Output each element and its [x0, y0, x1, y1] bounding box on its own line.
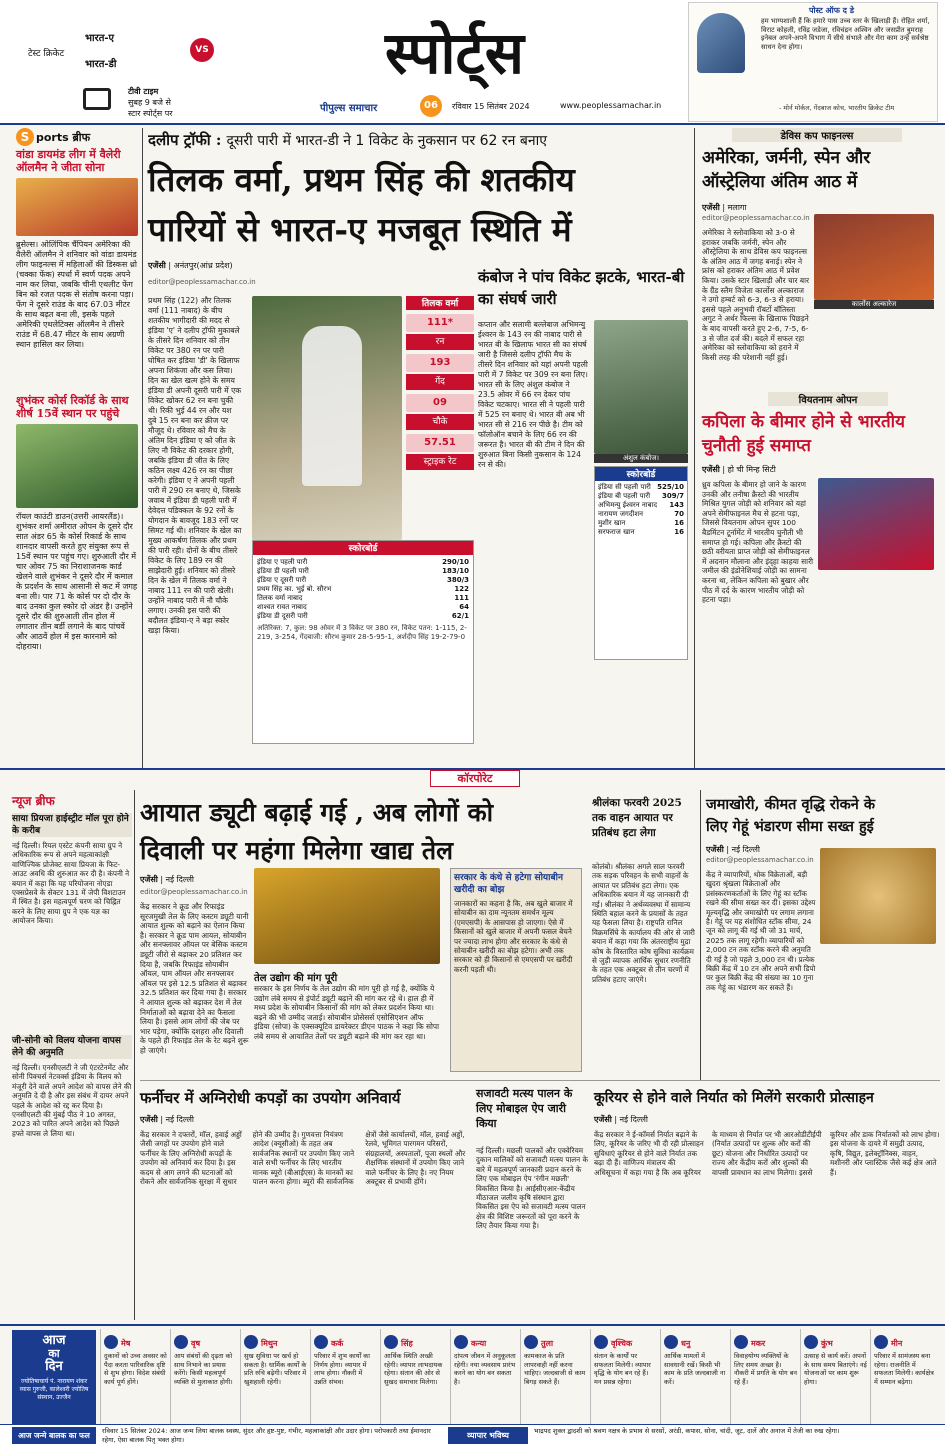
score-value: 290/10: [442, 558, 469, 566]
corporate-label: कॉरपोरेट: [430, 770, 520, 787]
oil-body-2: सरकार के इस निर्णय के तेल उद्योग की मांग पूरी हो गई है, क्योंकि ये उद्योग लंबे समय से इंपोर्ट ड्यूटी बढ़ाने की मांग कर रहे थे। हाल ही में मध्य प्रदेश के सोयाबीन किसानों की मांग को लेकर प्रदर्शन किया था। बढ़ने की भी उम्मीद जताई। सोयाबीन प्रोसेसर्स एसोसिएशन ऑफ इंडिया (सोपा) के एक्सक्यूटिव डायरेक्टर डीएन पाठक ने कहा कि सोपा लंबे समय से आयातित तेलों पर ड्यूटी बढ़ाने की मांग कर रहा था।: [254, 984, 440, 1041]
wheat-body: केंद्र ने व्यापारियों, थोक विक्रेताओं, बड़ी खुदरा श्रृंखला विक्रेताओं और प्रसंस्करणकर्ताओं के लिए गेहूं का स्टॉक रखने की सीमा सख्त कर दी। इसका उद्देश्य मूल्यवृद्धि और जमाखोरी पर लगाम लगाना है। गेहूं पर यह संशोधित स्टॉक सीमा, 24 जून को लागू की गई थी जो 31 मार्च, 2025 तक लागू रहेगी। व्यापारियों को 2,000 टन तक स्टॉक करने की अनुमति दी गई है जो पहले 3,000 टन थी। प्रत्येक बिक्री केंद्र में 10 टन और अपने सभी डिपो पर कुल बिक्री केंद्र की संख्या का 10 गुना तक गेहूं का भंडारण कर सकते हैं।: [706, 870, 816, 992]
horoscope-title-3: दिन: [45, 1359, 63, 1374]
davis-place: मलागा: [727, 203, 747, 212]
score-value: 70: [674, 510, 684, 518]
rashi-item: [310, 1329, 380, 1425]
wheat-place: नई दिल्ली: [731, 845, 760, 854]
kamboj-caption: अंशुल कंबोज।: [594, 454, 688, 463]
sub-body: कप्तान और सलामी बल्लेबाज अभिमन्यु ईश्वरन के 143 रन की नाबाद पारी से भारत बी के खिलाफ भारत सी का संघर्ष जारी है जिससे दलीप ट्रॉफी मैच के तीसरे दिन शनिवार को यहां अपनी पहली पारी में 7 विकेट पर 309 रन बना लिए। भारत सी के लिए अंशुल कंबोज ने 23.5 ओवर में 66 रन देकर पांच विकेट चटकाए। भारत सी ने पहली पारी में 525 रन बनाए थे। भारत बी अब भी भारत सी से 216 रन पीछे है। टीम को फॉलोऑन बचाने के लिए 66 रन की जरूरत है। भारत बी की टीम ने दिन की शुरुआत बिना किसी नुकसान के 124 रन से की।: [478, 320, 588, 469]
score-row: [257, 603, 469, 612]
score-row: [257, 576, 469, 585]
davis-label: डेविस कप फाइनल्स: [732, 128, 902, 142]
score-value: 525/10: [657, 483, 684, 491]
score-team: प्रथम सिंह का. भुई बो. सौरभ: [257, 585, 332, 593]
rashi-item: [520, 1329, 590, 1425]
fish-headline: सजावटी मत्स्य पालन के लिए मोबाइल ऐप जारी किया: [476, 1087, 573, 1130]
rashi-text: दुकानों को उच्च अवसर को पैदा करता पारिवारिक दृष्टि से शुभ होगा। विदेश संबंधी कार्य पूर्ण होंगे।: [104, 1352, 167, 1386]
davis-email: editor@peoplessamachar.co.in: [702, 214, 810, 222]
rashi-name: सिंह: [401, 1339, 413, 1348]
trade-forecast-text: भाद्रपद शुक्ल द्वादशी को श्रवण नक्षत्र के प्रभाव से सरसों, अरंडी, कपास, सोना, चांदी, जूट, दालें और अनाज में तेजी का रुख रहेगा।: [534, 1427, 840, 1435]
zodiac-icon: [734, 1335, 748, 1349]
score-row: [598, 501, 684, 510]
lead-deck-text: दूसरी पारी में भारत-डी ने 1 विकेट के नुकसान पर 62 रन बनाए: [226, 133, 547, 149]
wheat-photo: [820, 848, 936, 944]
fish-body: नई दिल्ली। मछली पालकों और एक्वेरियम दुकान मालिकों को सजावटी मत्स्य पालन के बारे में महत्वपूर्ण जानकारी प्रदान करने के लिए एक मोबाइल ऐप 'रंगीन मछली' विकसित किया है। आईसीएआर-केंद्रीय मीठाजल जलीय कृषि संस्थान द्वारा विकसित इस ऐप को सजावटी मत्स्य पालन क्षेत्र की विशिष्ट जरूरतों को पूरा करने के लिए तैयार किया गया है।: [476, 1146, 588, 1231]
rashi-item: [800, 1329, 870, 1425]
horoscope-title-2: का: [48, 1347, 60, 1360]
brief-1-head: साया प्रियजा हाईस्ट्रीट मॉल पूरा होने के करीब: [12, 813, 132, 837]
rashi-text: दांपत्य जीवन में अनुकूलता रहेगी। नया व्यवसाय प्रारंभ करने का योग बन सकता है।: [454, 1352, 516, 1386]
courier-body: केंद्र सरकार ने ई-कॉमर्स निर्यात बढ़ाने के लिए, कूरियर के जरिए भी दी रही प्रोत्साहन सुविधाएं कूरियर से होने वाले निर्यात तक बढ़ा दी हैं। वाणिज्य मंत्रालय की अधिसूचना में कहा गया है कि अब कूरियर के माध्यम से निर्यात पर भी आरओडीटीईपी (निर्यात उत्पादों पर शुल्क और करों की छूट) योजना और निर्धारित उत्पादों पर राज्य और केंद्रीय करों और शुल्कों की वापसी प्रावधान का लाभ मिलेगा। इससे कूरियर और डाक निर्यातकों को लाभ होगा। इस योजना के दायरे में समुद्री उत्पाद, कृषि, विद्युत, इलेक्ट्रॉनिक्स, वाहन, मशीनरी और प्लास्टिक जैसे कई क्षेत्र आते हैं।: [594, 1130, 940, 1177]
zodiac-icon: [314, 1335, 328, 1349]
brief-text-1: ब्रुसेल्स। ओलिंपिक चैंपियन अमेरिका की वैलेरी ऑलमैन ने शनिवार को वांडा डायमंड लीग फाइनल्स में महिलाओं की डिस्कस थ्रो (चक्का फेंक) स्पर्धा में स्वर्ण पदक अपने नाम कर लिया, जबकि चीनी एथलीट फेंग बिन को रजत पदक से संतोष करना पड़ा। फेंग ने दूसरे राउंड के बाद 67.03 मीटर के साथ बढ़त बना ली, इसके पहले अमेरिकी एथलेटिक्स ऑलमैन ने तीसरे राउंड में 68.47 मीटर के साथ अग्रणी स्थान हासिल कर लिया।: [16, 240, 137, 349]
masthead: [0, 0, 945, 125]
rashi-item: [730, 1329, 800, 1425]
vietnam-label: वियतनाम ओपन: [768, 392, 888, 406]
stat-value: 111*: [406, 314, 474, 332]
vietnam-agency: एजेंसी: [702, 465, 720, 474]
stat-player: तिलक वर्मा: [406, 296, 474, 310]
wheat-email: editor@peoplessamachar.co.in: [706, 856, 814, 864]
wheat-divider: [700, 790, 701, 1080]
born-today-label: आज जन्मे बालक का फल: [12, 1427, 96, 1444]
stat-label: स्ट्राइक रेट: [406, 454, 474, 470]
score-row: [257, 612, 469, 621]
zodiac-icon: [384, 1335, 398, 1349]
rashi-name: कन्या: [471, 1339, 487, 1348]
score-team: सरफराज खान: [598, 528, 635, 536]
rashi-text: उत्साह से कार्य करें। अपनों के साथ समय बिताएंगे। नई योजनाओं पर काम शुरू होगा।: [804, 1352, 867, 1386]
zodiac-icon: [174, 1335, 188, 1349]
rashi-item: [380, 1329, 450, 1425]
vietnam-headline: कपिला के बीमार होने से भारतीय चुनौती हुई समाप्त: [702, 412, 905, 456]
vietnam-place: हो ची मिन्ह सिटी: [727, 465, 776, 474]
rashi-text: आर्थिक स्थिति अच्छी रहेगी। व्यापार लाभदायक रहेगा। संतान की ओर से सुखद समाचार मिलेगा।: [384, 1352, 443, 1386]
furniture-agency: एजेंसी: [140, 1115, 158, 1124]
score-value: 62/1: [451, 612, 469, 620]
zodiac-icon: [524, 1335, 538, 1349]
zodiac-icon: [664, 1335, 678, 1349]
brief-headline-2: शुभंकर कोर्स रिकॉर्ड के साथ शीर्ष 15वें स्थान पर पहुंचे: [16, 394, 129, 420]
sports-brief-column: [16, 128, 138, 768]
score-team: इंडिया बी पहली पारी: [598, 492, 651, 500]
cricketer-photo: [252, 296, 402, 540]
news-brief-column: [12, 792, 132, 1303]
score-lines: [253, 555, 473, 624]
score-value: 16: [674, 519, 684, 527]
stat-label: रन: [406, 334, 474, 350]
brief-2-body: नई दिल्ली। एनसीएलटी ने जी एंटरटेनमेंट और सोनी पिक्चर्स नेटवर्क्स इंडिया के विलय को मंजूरी देने वाले अपने आदेश को वापस लेने की अनुमति दे दी है और इस संबंध में दायर अपने पहले के आदेश को रद्द कर दिया है। एनसीएलटी की मुंबई पीठ ने 10 अगस्त, 2023 को पारित अपने आदेश को पिछले हफ्ते वापस ले लिया था।: [12, 1063, 132, 1138]
zodiac-icon: [454, 1335, 468, 1349]
right-divider: [694, 128, 695, 768]
stat-value: 193: [406, 354, 474, 372]
lead-body: प्रथम सिंह (122) और तिलक वर्मा (111 नाबाद) के बीच शतकीय भागीदारी की मदद से इंडिया 'ए' ने दलीप ट्रॉफी मुकाबले के तीसरे दिन शनिवार को तीन विकेट पर 380 रन पर पारी घोषित कर इंडिया 'डी' के खिलाफ अपना शिकंजा और कस लिया। दिन का खेल खत्म होने के समय इंडिया डी अपनी दूसरी पारी में एक विकेट खोकर 62 रन बना चुकी थी। रिकी भुई 44 रन और यश दुबे 15 रन बना कर क्रीज पर मौजूद थे। रविवार को मैच के अंतिम दिन इंडिया ए को जीत के लिए नौ विकेट की दरकार होगी, जबकि इंडिया डी जीत के लिए कठिन लक्ष्य 426 रन का पीछा करेगी। इंडिया ए ने अपनी पहली पारी में 290 रन बनाए थे, जिसके जवाब में इंडिया डी पहली पारी में देवेदत्त पडिक्कल के 92 रनों के योगदान के बावजूद 183 रनों पर सिमट गई थी। शनिवार के खेल का मुख्य आकर्षण तिलक और प्रथम की पारी रही। दोनों के बीच तीसरे विकेट के लिए 189 रन की साझेदारी हुई। शनिवार को तीसरे दिन के खेल में तिलक वर्मा ने नाबाद 111 रन की पारी खेली। उन्होंने नाबाद पारी में नौ चौके लगाए। उनकी इस पारी की बदौलत इंडिया-ए ने बड़ा स्कोर खड़ा किया।: [148, 296, 242, 635]
zodiac-icon: [874, 1335, 888, 1349]
match-label: टेस्ट क्रिकेट: [28, 49, 65, 59]
soybean-head: सरकार के कंधे से हटेगा सोयाबीन खरीदी का बोझ: [454, 873, 563, 895]
brief-text-2: रॉयल काउंटी डाउन(उत्तरी आयरलैंड)। शुभंकर शर्मा अमीरात ओपन के दूसरे दौर सात अंडर 65 के कोर्स रिकार्ड के साथ शानदार वापसी करते हुए संयुक्त रूप से 15वें स्थान पर पहुंच गए। शुरुआती दौर में चार ओवर 75 का निराशाजनक कार्ड खेलने वाले शुभंकर ने दूसरे दौर में कमाल के प्रदर्शन के साथ आसानी से कट में जगह बना ली। पार 71 के कोर्स पर दो दौर के बाद उनका कुल स्कोर दो अंडर है। उन्होंने दूसरे दौर की शुरुआती तीन होल में लगातार तीन बर्डी लगाने के बाद पांचवें और आठवें होल में इस कारनामे को दोहराया।: [16, 512, 138, 651]
rashi-text: संतान के कार्यों पर सफलता मिलेगी। व्यापार वृद्धि के योग बन रहे हैं। मन प्रसन्न रहेगा।: [594, 1352, 651, 1386]
rashi-name: मकर: [751, 1339, 766, 1348]
born-today-text: रविवार 15 सितंबर 2024: आज जन्म लिया बालक स्वस्थ, सुंदर और हृष्ट-पुष्ट, गंभीर, महत्वाकांक्षी और उदार होगा। परोपकारी तथा ईमानदार रहेगा, ऐसा बालक पितृ भक्त होगा।: [102, 1427, 431, 1444]
score-value: 380/3: [446, 576, 469, 584]
score-row: [257, 585, 469, 594]
sub-scoreboard-title: स्कोरबोर्ड: [595, 467, 687, 481]
score-value: 122: [454, 585, 469, 593]
lead-headline-2: पारियों से भारत-ए मजबूत स्थिति में: [148, 210, 572, 249]
lead-place: अनंतपुर(आंध्र प्रदेश): [173, 261, 233, 270]
issue-date: रविवार 15 सितंबर 2024: [452, 102, 530, 111]
lead-agency: एजेंसी: [148, 261, 166, 270]
tv-channel: स्टार स्पोर्ट्स पर: [128, 109, 173, 118]
lead-byline: एजेंसी | अनंतपुर(आंध्र प्रदेश): [148, 261, 233, 270]
row-rule: [140, 1080, 940, 1081]
stat-label: गेंद: [406, 374, 474, 390]
oil-place: नई दिल्ली: [165, 875, 194, 884]
corp-divider: [134, 790, 135, 1320]
rashi-name: कर्क: [331, 1339, 344, 1348]
rashi-name: तुला: [541, 1339, 554, 1348]
davis-agency: एजेंसी: [702, 203, 720, 212]
stat-value: 09: [406, 394, 474, 412]
s-logo: S: [16, 128, 34, 146]
oil-photo: [254, 868, 440, 964]
score-team: इंडिया ए दूसरी पारी: [257, 576, 307, 584]
alcaraz-caption: कार्लोस अल्कारेज: [814, 300, 934, 309]
oil-headline-2: दिवाली पर महंगा मिलेगा खाद्य तेल: [140, 836, 454, 865]
news-brief-label: न्यूज ब्रीफ: [12, 794, 55, 808]
stat-value: 57.51: [406, 434, 474, 452]
lanka-headline: श्रीलंका फरवरी 2025 तक वाहन आयात पर प्रतिबंध हटा लेगा: [592, 797, 682, 839]
score-row: [598, 519, 684, 528]
score-team: इंडिया डी पहली पारी: [257, 567, 309, 575]
oil-email: editor@peoplessamachar.co.in: [140, 888, 248, 896]
courier-agency: एजेंसी: [594, 1115, 612, 1124]
golfer-photo: [16, 424, 138, 508]
post-author: - मोर्न मोर्कल, गेंदबाज कोच, भारतीय क्रिकेट टीम: [779, 104, 895, 112]
oil-agency: एजेंसी: [140, 875, 158, 884]
brief-headline-1: वांडा डायमंड लीग में वैलेरी ऑलमैन ने जीता सोना: [16, 148, 121, 174]
rashi-text: आर्थिक मामलों में सावधानी रखें। किसी भी काम के प्रति जल्दबाजी ना करें।: [664, 1352, 726, 1386]
courier-byline: एजेंसी | नई दिल्ली: [594, 1115, 648, 1124]
wheat-headline-2: लिए गेहूं भंडारण सीमा सख्त हुई: [706, 818, 874, 835]
brief-label: ports ब्रीफ: [36, 130, 91, 144]
team-b: भारत-डी: [85, 59, 117, 70]
rashi-item: [240, 1329, 310, 1425]
score-team: नारायण जगदीशन: [598, 510, 644, 518]
furniture-headline: फर्नीचर में अग्निरोधी कपड़ों का उपयोग अनिवार्य: [140, 1089, 401, 1107]
astrologer-name: ज्योतिषाचार्य पं. नारायण शंकर व्यास गुरुजी, कालेश्वरी ज्योतिष संस्थान, उज्जैन: [19, 1378, 89, 1401]
score-row: [598, 483, 684, 492]
wheat-headline-1: जमाखोरी, कीमत वृद्धि रोकने के: [706, 796, 875, 813]
lead-headline-1: तिलक वर्मा, प्रथम सिंह की शतकीय: [148, 160, 575, 199]
score-team: तिलक वर्मा नाबाद: [257, 594, 303, 602]
score-row: [257, 567, 469, 576]
rashi-name: मेष: [121, 1339, 131, 1348]
website-link[interactable]: www.peoplessamachar.in: [560, 101, 662, 110]
player-figure: [302, 326, 362, 486]
soybean-box: [450, 868, 582, 1072]
post-label: पोस्ट ऑफ द डे: [809, 6, 854, 15]
score-team: मुशीर खान: [598, 519, 626, 527]
rashi-name: कुंभ: [821, 1339, 833, 1348]
wheat-byline: एजेंसी | नई दिल्ली: [706, 845, 760, 854]
stat-list: [406, 314, 474, 470]
furniture-byline: एजेंसी | नई दिल्ली: [140, 1115, 194, 1124]
rashi-text: परिवार में सामंजस्य बना रहेगा। राजनीति में सफलता मिलेगी। कार्यक्षेत्र में सम्मान बढ़ेगा।: [874, 1352, 934, 1386]
oil-byline: एजेंसी | नई दिल्ली: [140, 875, 194, 884]
post-text: हम भाग्यशाली हैं कि हमारे पास उच्च स्तर के खिलाड़ी हैं। रोहित शर्मा, विराट कोहली, रविंद्र जडेजा, रविचंद्रन अश्विन और जसप्रीत बुमराह इनेबल अपने-अपने विभाग में सीधे संभाले और मेरा काम उन्हें सर्वश्रेष्ठ साधन देना होगा।: [761, 17, 930, 51]
rashi-item: [450, 1329, 520, 1425]
zodiac-icon: [244, 1335, 258, 1349]
stat-panel: [406, 296, 474, 540]
brief-1-body: नई दिल्ली। रियल एस्टेट कंपनी साया ग्रुप ने अधिकारिक रूप से अपने महत्वाकांक्षी वाणिज्यिक प्रोजेक्ट साया प्रियजा के फिट-आउट अवधि की शुरुआत कर दी है। कंपनी ने बयान में कहा कि यह परियोजना नोएडा एक्सप्रेसवे के सेक्टर 131 में जेपी विशटाउन में स्थित है। इस महत्वपूर्ण चरण को चिह्नित करने के लिए साया ग्रुप ने एक यज्ञ का आयोजन किया।: [12, 841, 130, 926]
score-row: [257, 558, 469, 567]
rashi-name: वृश्चिक: [611, 1339, 633, 1348]
score-value: 64: [459, 603, 469, 611]
wheat-agency: एजेंसी: [706, 845, 724, 854]
score-value: 183/10: [442, 567, 469, 575]
courier-place: नई दिल्ली: [619, 1115, 648, 1124]
post-of-day-box: [688, 2, 938, 122]
paper-name: पीपुल्स समाचार: [320, 103, 378, 114]
lead-email: editor@peoplessamachar.co.in: [148, 278, 256, 286]
oil-subhead: तेल उद्योग की मांग पूरी: [254, 973, 338, 984]
rashi-item: [870, 1329, 940, 1425]
scoreboard-title: स्कोरबोर्ड: [253, 541, 473, 555]
sub-headline: कंबोज ने पांच विकेट झटके, भारत-बी का संघर्ष जारी: [478, 268, 685, 308]
zodiac-icon: [104, 1335, 118, 1349]
trade-forecast-label: व्यापार भविष्य: [448, 1427, 528, 1444]
score-team: शाश्वत रावत नाबाद: [257, 603, 307, 611]
furniture-body: केंद्र सरकार ने दफ्तरों, मॉल, हवाई अड्डों जैसी जगहों पर उपयोग होने वाले फर्नीचर के लिए अग्निरोधी कपड़ों के उपयोग को अनिवार्य कर दिया है। इस कदम से आग लगने की घटनाओं को रोकने और सार्वजनिक सुरक्षा में सुधार होने की उम्मीद है। गुणवत्ता नियंत्रण आदेश (क्यूसीओ) के तहत अब सार्वजनिक स्थानों पर उपयोग किए जाने वाले सभी फर्नीचर के लिए भारतीय मानक ब्यूरो (बीआईएस) के मानकों का पालन करना होगा। ब्यूरो की सार्वजनिक क्षेत्रों जैसे कार्यालयों, मॉल, हवाई अड्डों, रेलवे, भूमिगत पारगमन परिसरों, संग्रहालयों, अस्पतालों, पूजा स्थलों और शैक्षणिक संस्थानों में उपयोग किए जाने वाले फर्नीचर के लिए है। नए नियम अक्टूबर से प्रभावी होंगे।: [140, 1130, 466, 1187]
rashi-text: कामकाज के प्रति लापरवाही नहीं करना चाहिए। जल्दबाजी से काम बिगड़ सकते हैं।: [524, 1352, 586, 1386]
coach-photo: [697, 13, 745, 73]
score-value: 16: [674, 528, 684, 536]
rashi-item: [590, 1329, 660, 1425]
rashi-text: सुख सुविधा पर खर्च हो सकता है। धार्मिक कार्यों के प्रति रुचि बढ़ेगी। परिवार में खुशहाली रहेगी।: [244, 1352, 307, 1386]
score-team: इंडिया ए पहली पारी: [257, 558, 308, 566]
footer-bar: [0, 1424, 945, 1445]
lead-kicker: दलीप ट्रॉफी :: [148, 131, 222, 149]
rashi-text: विवाहयोग्य व्यक्तियों के लिए समय अच्छा है। नौकरी में प्रगति के योग बन रहे हैं।: [734, 1352, 798, 1386]
kamboj-photo: [594, 320, 688, 454]
score-row: [598, 492, 684, 501]
section-title: स्पोर्ट्स: [385, 19, 524, 87]
furniture-place: नई दिल्ली: [165, 1115, 194, 1124]
oil-headline-1: आयात ड्यूटी बढ़ाई गई , अब लोगों को: [140, 798, 494, 827]
rashi-item: [660, 1329, 730, 1425]
alcaraz-photo: [814, 214, 934, 300]
horoscope-rule: [0, 1324, 945, 1326]
rashi-name: मिथुन: [261, 1339, 278, 1348]
davis-body: अमेरिका ने स्लोवाकिया को 3-0 से हराकर जबकि जर्मनी, स्पेन और ऑस्ट्रेलिया के साथ डेविस कप फाइनल्स के अंतिम आठ में जगह बनाई। स्पेन ने फ्रांस को हराकर अंतिम आठ में प्रवेश किया। उसके स्टार खिलाड़ी और चार बार के ग्रैंड स्लैम विजेता कार्लोस अल्काराज ने उगो हम्बर्ट को 6-3, 6-3 से हराया। इससे पहले अनुभवी रॉबर्टो बॉतिस्ता अगुट ने अर्थर फिल्स के खिलाफ पिछड़ने के बाद वापसी करते हुए 2-6, 7-5, 6-3 से जीत दर्ज की। बदले में सफल रहा अमेरिका को स्लोवाकिया को हराने में किसी तरह की परेशानी नहीं हुई।: [702, 228, 810, 362]
brief-2-head: जी-सोनी को विलय योजना वापस लेने की अनुमति: [12, 1035, 132, 1059]
score-row: [598, 528, 684, 537]
horoscope-title-1: आज: [42, 1333, 66, 1348]
sub-score-lines: [595, 481, 687, 539]
zodiac-icon: [594, 1335, 608, 1349]
aaj-ka-din-box: [12, 1330, 96, 1424]
stat-label: चौके: [406, 414, 474, 430]
score-row: [598, 510, 684, 519]
oil-body: केंद्र सरकार ने क्रूड और रिफाइंड सूरजमुखी तेल के लिए कस्टम ड्यूटी यानी आयात शुल्क को बढ़ाने का ऐलान किया है। सरकार ने क्रूड पाम आयल, सोयाबीन और सनफ्लावर ऑयल पर बेसिक कस्टम ड्यूटी जीरो से बढ़ाकर 20 प्रतिशत कर दिया है, जबकि रिफाइंड सोयाबीन ऑयल, पाम ऑयल और सनफ्लावर ऑयल पर इसे 12.5 प्रतिशत से बढ़ाकर 32.5 प्रतिशत कर दिया गया है। सरकार ने आयात शुल्क को बढ़ाकर देश में तेल निर्माताओं को बढ़ावा देने का फैसला लिया है। इससे आम लोगों की जेब पर भार पड़ेगा, क्योंकि दशहरा और दिवाली के पहले ही रिफाइंड तेल के रेट बढ़ने शुरू हो जाएंगे।: [140, 902, 249, 1055]
rashi-text: परिवार में शुभ कार्यों का निर्णय होगा। व्यापार में लाभ होगा। नौकरी में उन्नति संभव।: [314, 1352, 370, 1386]
score-team: इंडिया डी दूसरी पारी: [257, 612, 308, 620]
athlete-photo: [16, 178, 138, 236]
rashi-name: धनु: [681, 1339, 691, 1348]
soybean-body: जानकारों का कहना है कि, अब खुले बाजार में सोयाबीन का दाम न्यूनतम समर्थन मूल्य (एमएसपी) के आसपास हो जाएगा। ऐसे में किसानों को खुले बाजार में अपनी फसल बेचने पर ज्यादा लाभ होगा और सरकार के कंधे से सोयाबीन खरीदी का बोझ हटेगा। अभी तक सरकार को ही किसानों से एमएसपी पर खरीदी करनी पड़ती थी।: [454, 899, 573, 974]
lead-deck: [148, 130, 688, 152]
score-value: 143: [669, 501, 684, 509]
courier-headline: कूरियर से होने वाले निर्यात को मिलेंगे सरकारी प्रोत्साहन: [594, 1090, 874, 1106]
team-a: भारत-ए: [85, 33, 115, 44]
tv-time: सुबह 9 बजे से: [128, 98, 171, 107]
vietnam-byline: एजेंसी | हो ची मिन्ह सिटी: [702, 465, 776, 474]
score-note: अतिरिक्त: 7, कुल: 98 ओवर में 3 विकेट पर 380 रन, विकेट पतन: 1-115, 2-219, 3-254, गेंदबाजी: सौरभ कुमार 28-5-95-1, अर्शदीप सिंह 19-2-79-0: [257, 624, 467, 641]
tv-label: टीवी टाइम: [128, 87, 159, 96]
column-divider: [142, 128, 143, 768]
lead-scoreboard: [252, 540, 474, 744]
tv-icon: [83, 88, 111, 110]
rashi-item: [170, 1329, 240, 1425]
vietnam-body: ध्रुव कपिला के बीमार हो जाने के कारण उनकी और तनीषा क्रैस्टो की भारतीय मिश्रित युगल जोड़ी को शनिवार को यहां अपने सेमीफाइनल मैच से हटना पड़ा, जिससे वियतनाम ओपन सुपर 100 बैडमिंटन टूर्नामेंट में भारतीय चुनौती भी समाप्त हो गई। कपिला और क्रैस्टो की छठी वरीयता प्राप्त जोड़ी को सेमीफाइनल में अदनान मौलाना और इंद्हा काहया सारी जमील की इंडोनेशियाई जोड़ी का सामना करना था, लेकिन कपिला को बुखार और पीठ में दर्द के कारण भारतीय जोड़ी को हटना पड़ा।: [702, 480, 814, 605]
lanka-body: कोलंबो। श्रीलंका अगले साल फरवरी तक सड़क परिवहन के सभी वाहनों के आयात पर प्रतिबंध हटा लेगा। एक अधिकारिक बयान में यह जानकारी दी गई। श्रीलंका ने अर्थव्यवस्था में सामान्य स्थिति बहाल करने के प्रयासों के तहत यह फैसला लिया है। राष्ट्रपति रानिल विक्रमसिंघे के कार्यालय की ओर से जारी बयान में कहा गया कि अंतरराष्ट्रीय मुद्रा कोष के विस्तारित कोष सुविधा कार्यक्रम से जुड़ी व्यापक आर्थिक सुधार रणनीति के तहत एक अक्टूबर से तीन चरणों में प्रतिबंध हटाए जाएंगे।: [592, 862, 695, 984]
zodiac-icon: [804, 1335, 818, 1349]
rashi-name: मीन: [891, 1339, 903, 1348]
page-number: 06: [420, 95, 442, 117]
vs-badge: VS: [190, 38, 214, 62]
score-team: इंडिया सी पहली पारी: [598, 483, 651, 491]
score-row: [257, 594, 469, 603]
davis-headline: अमेरिका, जर्मनी, स्पेन और ऑस्ट्रेलिया अंतिम आठ में: [702, 148, 871, 192]
sub-scoreboard: [594, 466, 688, 660]
rashi-name: वृष: [191, 1339, 201, 1348]
davis-byline: एजेंसी | मलागा: [702, 203, 747, 212]
rashi-item: [100, 1329, 170, 1425]
score-team: अभिमन्यु ईश्वरन नाबाद: [598, 501, 658, 509]
score-value: 309/7: [661, 492, 684, 500]
score-value: 111: [454, 594, 469, 602]
kapila-photo: [818, 478, 934, 570]
rashi-text: आप संबंधों की दृढ़ता को साथ निभाने का प्रयास करेंगे। किसी महत्वपूर्ण व्यक्ति से मुलाकात होगी।: [174, 1352, 233, 1386]
